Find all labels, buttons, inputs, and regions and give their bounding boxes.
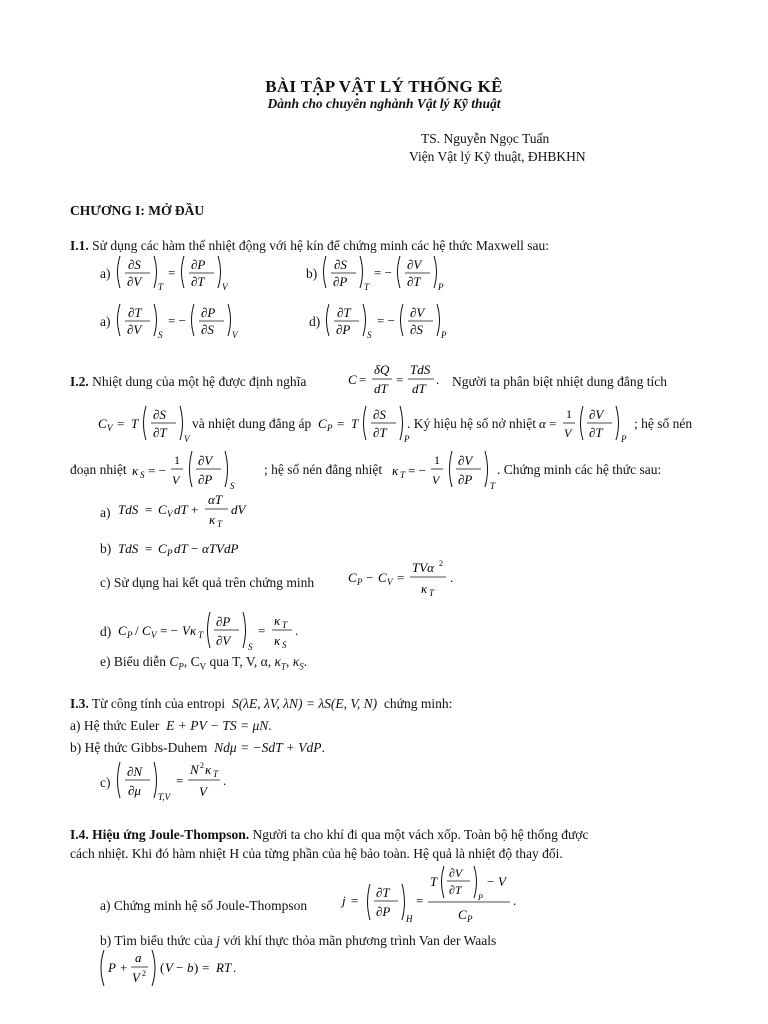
exercise-3-statement — [70, 696, 452, 712]
svg-text:dT: dT — [174, 541, 188, 556]
svg-text:T: T — [158, 282, 164, 292]
exercise-1d-label: d) — [309, 314, 321, 329]
exercise-3a-label: a) Hệ thức Euler — [70, 718, 160, 733]
svg-text:∂T: ∂T — [191, 274, 205, 289]
svg-text:∂S: ∂S — [153, 407, 166, 422]
svg-text:∂V: ∂V — [127, 322, 142, 337]
svg-text:C: C — [348, 570, 357, 585]
svg-text:P: P — [621, 434, 627, 444]
exercise-2e-cp: $C_P$ — [169, 654, 184, 672]
exercise-1c-label: a) — [100, 314, 111, 329]
svg-text:T: T — [213, 769, 219, 779]
svg-text:C: C — [158, 541, 167, 556]
equation-2c — [346, 558, 466, 604]
svg-text:.: . — [513, 893, 517, 908]
svg-text:∂P: ∂P — [336, 322, 351, 337]
svg-text:∂P: ∂P — [198, 472, 213, 487]
svg-text:αT: αT — [208, 492, 223, 507]
svg-text:∂S: ∂S — [334, 257, 347, 272]
svg-text:C: C — [142, 623, 151, 638]
svg-text:C: C — [348, 372, 357, 387]
svg-text:=: = — [145, 541, 153, 556]
svg-text:V: V — [232, 330, 238, 340]
exercise-2c-text: c) Sử dụng hai kết quả trên chứng minh — [100, 575, 315, 590]
svg-text:=: = — [351, 893, 359, 908]
exercise-2e-mid: qua T, V, α, — [209, 654, 272, 669]
exercise-1a-label: a) — [100, 266, 111, 281]
svg-text:∂N: ∂N — [127, 764, 143, 779]
exercise-4a-label: a) Chứng minh hệ số Joule-Thompson — [100, 898, 308, 913]
svg-text:V: V — [432, 473, 440, 487]
svg-text:P: P — [357, 577, 363, 587]
svg-text:TdS: TdS — [118, 502, 139, 517]
svg-text:P: P — [438, 282, 444, 292]
svg-text:αTVdP: αTVdP — [202, 541, 239, 556]
svg-text:∂S: ∂S — [373, 407, 386, 422]
exercise-3b: b) Hệ thức Gibbs-Duhem Ndμ = −SdT + VdP. — [70, 740, 325, 755]
svg-text:V: V — [172, 473, 180, 487]
svg-text:1: 1 — [566, 407, 572, 421]
svg-text:∂P: ∂P — [376, 904, 391, 919]
svg-text:TdS: TdS — [410, 362, 431, 377]
svg-text:C: C — [318, 416, 327, 431]
svg-text:∂T: ∂T — [153, 425, 167, 440]
exercise-3c-label: c) — [100, 775, 111, 790]
svg-text:∂S: ∂S — [201, 322, 214, 337]
svg-text:∂P: ∂P — [458, 472, 473, 487]
svg-text:−: − — [487, 874, 495, 889]
exercise-4-text-line1: Người ta cho khí đi qua một vách xốp. Toàn bộ hệ thống được — [252, 827, 589, 842]
svg-text:.: . — [436, 372, 440, 387]
exercise-2e-kt: $\kappa_T$ — [274, 654, 286, 672]
svg-text:=: = — [145, 502, 153, 517]
svg-text:∂T: ∂T — [449, 883, 462, 897]
svg-text:V: V — [132, 970, 140, 985]
svg-text:=: = — [397, 570, 405, 585]
exercise-2-line3-a: đoạn nhiệt — [70, 462, 127, 477]
svg-text:): ) — [194, 960, 199, 975]
svg-text:.: . — [223, 773, 227, 788]
svg-text:(: ( — [160, 960, 165, 975]
exercise-4b-text — [100, 933, 496, 949]
svg-text:N: N — [190, 762, 199, 777]
svg-text:dV: dV — [231, 502, 246, 517]
svg-text:V: V — [184, 434, 190, 444]
exercise-2d-label: d) — [100, 624, 112, 639]
maxwell-relation-b — [320, 252, 460, 296]
svg-text:S: S — [248, 642, 253, 652]
exercise-2-line1-start — [70, 374, 306, 390]
svg-text:/: / — [135, 623, 139, 638]
svg-text:T: T — [364, 282, 370, 292]
svg-text:=: = — [359, 372, 367, 387]
svg-text:1: 1 — [434, 453, 440, 467]
svg-text:T: T — [351, 416, 359, 431]
svg-text:= −: = − — [160, 623, 178, 638]
svg-text:∂T: ∂T — [589, 425, 603, 440]
exercise-2-line3-b: ; hệ số nén đẳng nhiệt — [264, 462, 383, 477]
exercise-2e-label: e) Biểu diễn — [100, 654, 166, 669]
equation-3c — [114, 758, 244, 806]
svg-text:=: = — [202, 960, 210, 975]
exercise-2-line3-c: . Chứng minh các hệ thức sau: — [497, 462, 662, 477]
svg-text:=: = — [258, 623, 266, 638]
svg-text:P: P — [467, 914, 473, 924]
exercise-3-text: Từ công tính của entropi — [91, 696, 226, 711]
svg-text:C: C — [98, 416, 107, 431]
svg-text:∂V: ∂V — [589, 407, 604, 422]
svg-text:δQ: δQ — [374, 362, 390, 377]
svg-text:V: V — [498, 874, 506, 889]
exercise-2-line2-b: . Ký hiệu hệ số nở nhiệt — [407, 416, 536, 431]
svg-text:−: − — [176, 960, 184, 975]
svg-text:=: = — [168, 265, 176, 280]
svg-text:V: V — [222, 282, 228, 292]
svg-text:S: S — [140, 470, 145, 480]
svg-text:∂T: ∂T — [337, 305, 351, 320]
svg-text:TdS: TdS — [118, 541, 139, 556]
svg-text:C: C — [378, 570, 387, 585]
exercise-3b-label: b) Hệ thức Gibbs-Duhem — [70, 740, 208, 755]
exercise-2-line1-end: Người ta phân biệt nhiệt dung đẳng tích — [452, 374, 668, 389]
svg-text:dT: dT — [412, 381, 426, 396]
svg-text:.: . — [295, 623, 299, 638]
document-title: BÀI TẬP VẬT LÝ THỐNG KÊ — [265, 77, 503, 96]
thermal-expansion-definition — [539, 402, 639, 446]
exercise-2a-label: a) — [100, 505, 111, 520]
svg-text:.: . — [450, 570, 454, 585]
exercise-2-line2-c: ; hệ số nén — [634, 416, 693, 431]
exercise-4b-post: với khí thực thỏa mãn phương trình Van der Waals — [223, 933, 497, 948]
svg-text:κ: κ — [392, 463, 399, 478]
gibbs-duhem-relation: Ndμ = −SdT + VdP — [210, 740, 322, 755]
svg-text:P: P — [441, 330, 447, 340]
svg-text:V: V — [387, 577, 393, 587]
equation-2d — [116, 608, 316, 654]
svg-text:V: V — [167, 509, 173, 519]
svg-text:+: + — [120, 960, 128, 975]
exercise-3-text-end: chứng minh: — [383, 696, 453, 711]
svg-text:∂μ: ∂μ — [128, 783, 141, 798]
svg-text:κ: κ — [209, 512, 216, 527]
svg-text:∂T: ∂T — [407, 274, 421, 289]
svg-text:=: = — [337, 416, 345, 431]
svg-text:S: S — [158, 330, 163, 340]
exercise-4-number: I.4. — [70, 827, 89, 842]
svg-text:κ: κ — [205, 762, 212, 777]
svg-text:κ: κ — [421, 581, 428, 596]
svg-text:RT: RT — [216, 960, 232, 975]
svg-text:T,V: T,V — [158, 792, 171, 802]
svg-text:C: C — [158, 502, 167, 517]
exercise-1-number: I.1. — [70, 238, 89, 253]
joule-thompson-coefficient — [340, 862, 530, 936]
exercise-2-number: I.2. — [70, 374, 89, 389]
exercise-2-line2-a: và nhiệt dung đẳng áp — [192, 416, 312, 431]
svg-text:∂T: ∂T — [128, 305, 142, 320]
svg-text:∂V: ∂V — [127, 274, 142, 289]
exercise-4b-j: j — [216, 933, 220, 948]
svg-text:P: P — [478, 893, 483, 902]
svg-text:−: − — [366, 570, 374, 585]
svg-text:T: T — [217, 519, 223, 529]
svg-text:P: P — [404, 434, 410, 444]
svg-text:2: 2 — [439, 559, 443, 568]
svg-text:∂P: ∂P — [201, 305, 216, 320]
svg-text:T: T — [198, 630, 204, 640]
svg-text:P: P — [108, 960, 116, 975]
equation-2b — [116, 536, 266, 560]
svg-text:κ: κ — [132, 463, 139, 478]
svg-text:V: V — [107, 423, 113, 433]
svg-text:=: = — [176, 773, 184, 788]
svg-text:C: C — [118, 623, 127, 638]
exercise-4-heading: Hiệu ứng Joule-Thompson. — [92, 827, 250, 842]
svg-text:T: T — [490, 481, 496, 491]
svg-text:=: = — [396, 372, 404, 387]
svg-text:H: H — [406, 914, 413, 924]
svg-text:V: V — [165, 960, 173, 975]
svg-text:κ: κ — [274, 613, 281, 628]
svg-text:∂V: ∂V — [198, 453, 213, 468]
adiabatic-compressibility-definition — [130, 446, 270, 492]
svg-text:.: . — [233, 960, 237, 975]
exercise-1b-label: b) — [306, 266, 318, 281]
svg-text:1: 1 — [174, 453, 180, 467]
exercise-4-line2: cách nhiệt. Khi đó hàm nhiệt H của từng phần của hệ bảo toàn. Hệ quả là nhiệt độ thay đổi. — [70, 846, 563, 861]
exercise-4-line1 — [70, 827, 698, 843]
svg-text:T: T — [430, 874, 438, 889]
svg-text:∂V: ∂V — [449, 866, 463, 880]
svg-text:∂V: ∂V — [410, 305, 425, 320]
svg-text:T: T — [400, 470, 406, 480]
exercise-2e-cv: $C_V$ — [190, 654, 207, 672]
svg-text:V: V — [199, 784, 207, 799]
svg-text:C: C — [458, 907, 467, 922]
svg-text:∂V: ∂V — [458, 453, 473, 468]
svg-text:= −: = − — [148, 463, 166, 478]
exercise-2e-text: e) Biểu diễn $C_P$, $C_V$ qua T, V, α, $\kappa_T$, $\kappa_S$. — [100, 654, 308, 672]
svg-text:b: b — [187, 960, 194, 975]
svg-text:dT: dT — [374, 381, 388, 396]
author-institution: Viện Vật lý Kỹ thuật, ĐHBKHN — [409, 149, 586, 164]
svg-text:κ: κ — [274, 633, 281, 648]
exercise-4b-pre: b) Tìm biểu thức của — [100, 933, 213, 948]
entropy-homogeneity: S(λE, λV, λN) = λS(E, V, N) — [228, 696, 381, 711]
isothermal-compressibility-definition — [390, 446, 502, 492]
maxwell-relation-d — [323, 300, 463, 344]
svg-text:2: 2 — [142, 969, 146, 978]
svg-text:2: 2 — [200, 761, 204, 770]
exercise-3-number: I.3. — [70, 696, 89, 711]
svg-text:P: P — [167, 548, 173, 558]
svg-text:Vκ: Vκ — [182, 623, 197, 638]
svg-text:∂T: ∂T — [373, 425, 387, 440]
svg-text:= −: = − — [408, 463, 426, 478]
svg-text:S: S — [282, 640, 287, 650]
exercise-3a: a) Hệ thức Euler E + PV − TS = μN. — [70, 718, 272, 733]
svg-text:P: P — [127, 630, 133, 640]
svg-text:T: T — [429, 588, 435, 598]
exercise-2b-label: b) — [100, 541, 112, 556]
document-subtitle: Dành cho chuyên nghành Vật lý Kỹ thuật — [267, 96, 501, 111]
svg-text:S: S — [367, 330, 372, 340]
svg-text:V: V — [151, 630, 157, 640]
svg-text:−: − — [191, 541, 199, 556]
svg-text:=: = — [549, 416, 557, 431]
svg-text:P: P — [327, 423, 333, 433]
chapter-heading: CHƯƠNG I: MỞ ĐẦU — [70, 203, 205, 218]
svg-text:T: T — [282, 620, 288, 630]
svg-text:∂P: ∂P — [216, 614, 231, 629]
svg-text:∂P: ∂P — [333, 274, 348, 289]
maxwell-relation-a — [114, 252, 254, 296]
euler-relation: E + PV − TS = μN — [162, 718, 269, 733]
svg-text:j: j — [342, 893, 346, 908]
svg-text:=: = — [117, 416, 125, 431]
svg-text:∂T: ∂T — [376, 885, 390, 900]
svg-text:S: S — [230, 481, 235, 491]
svg-text:∂V: ∂V — [407, 257, 422, 272]
exercise-1-text: Sử dụng các hàm thế nhiệt động với hệ kín để chứng minh các hệ thức Maxwell sau: — [92, 238, 549, 253]
svg-text:= −: = − — [377, 313, 395, 328]
van-der-waals-equation — [98, 948, 258, 990]
svg-text:=: = — [416, 893, 424, 908]
svg-text:V: V — [564, 426, 572, 440]
svg-text:dT: dT — [174, 502, 188, 517]
svg-text:= −: = − — [168, 313, 186, 328]
svg-text:∂V: ∂V — [216, 633, 231, 648]
svg-text:+: + — [191, 502, 199, 517]
heat-capacity-definition — [346, 360, 450, 400]
svg-text:T: T — [131, 416, 139, 431]
svg-text:TVα: TVα — [412, 560, 434, 575]
exercise-2-line1a: Nhiệt dung của một hệ được định nghĩa — [92, 374, 307, 389]
svg-text:a: a — [135, 950, 142, 965]
svg-text:∂S: ∂S — [410, 322, 423, 337]
exercise-2e-ks: $\kappa_S$ — [292, 654, 304, 672]
maxwell-relation-c — [114, 300, 254, 344]
equation-2a — [116, 492, 266, 534]
svg-text:α: α — [539, 416, 546, 431]
svg-text:= −: = − — [374, 265, 392, 280]
svg-text:∂P: ∂P — [191, 257, 206, 272]
author-name: TS. Nguyễn Ngọc Tuấn — [421, 131, 550, 146]
svg-text:∂S: ∂S — [128, 257, 141, 272]
